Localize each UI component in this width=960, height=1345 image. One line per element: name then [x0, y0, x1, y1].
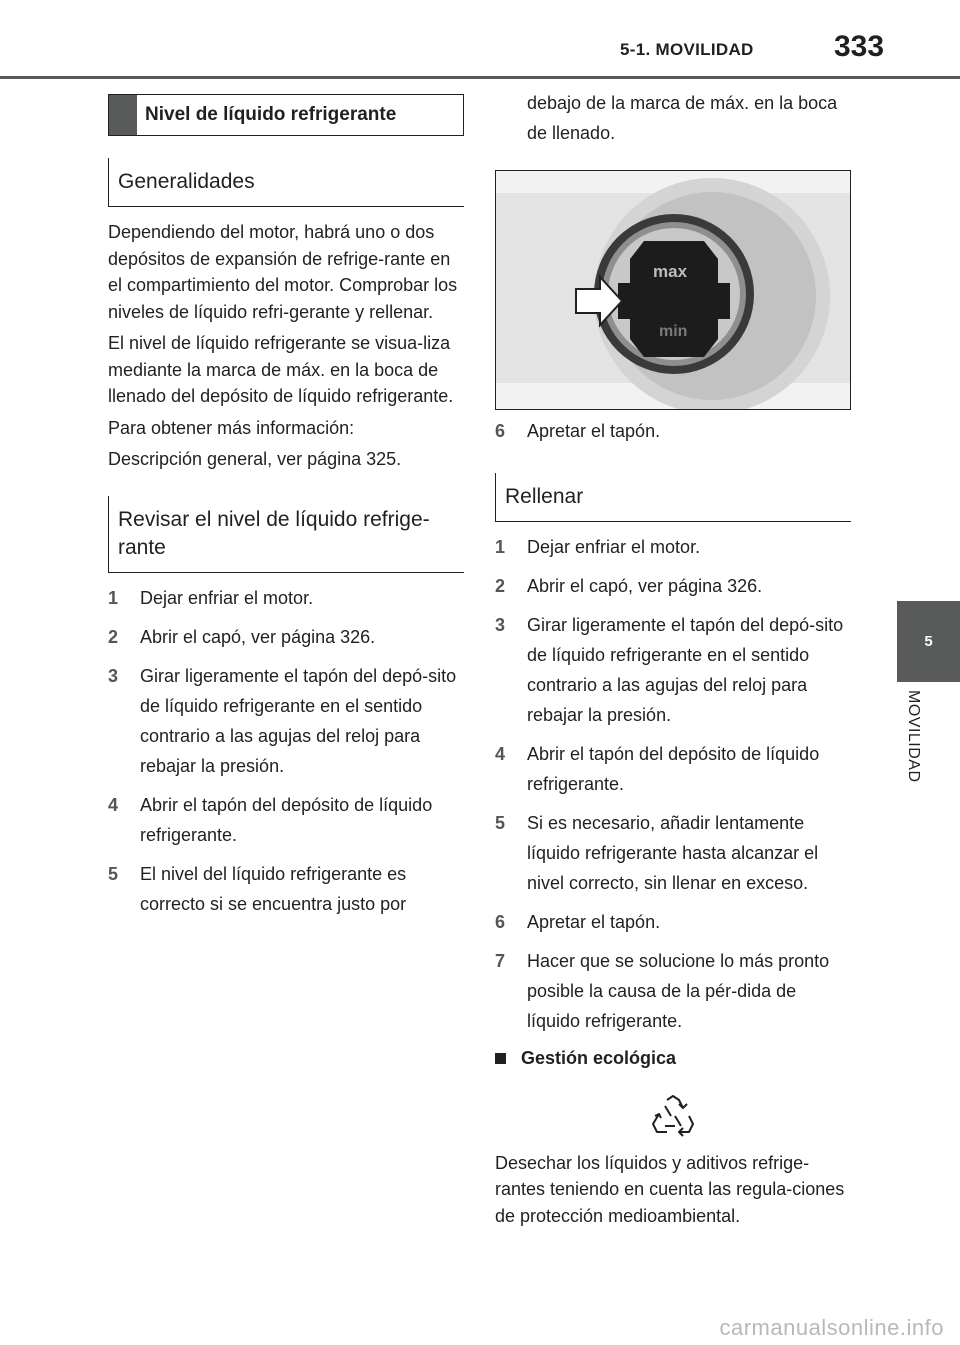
chapter-label	[880, 690, 946, 840]
step-text: Abrir el capó, ver página 326.	[140, 626, 376, 647]
step-number: 6	[495, 421, 506, 441]
step-number: 1	[108, 587, 119, 608]
step-number: 6	[495, 912, 506, 932]
left-column	[108, 94, 464, 928]
bullet-square-icon	[495, 1053, 506, 1064]
page-number: 333	[834, 30, 885, 63]
step-text: Girar ligeramente el tapón del depó-sito de líquido refrigerante en el sentido contrario a las agujas del reloj para rebajar la presión.	[140, 665, 457, 776]
eco-heading	[495, 1045, 851, 1072]
min-mark: min	[659, 323, 688, 340]
chapter-tab	[897, 601, 960, 682]
list-item	[495, 946, 851, 1036]
step-text: Abrir el tapón del depósito de líquido refrigerante.	[140, 794, 433, 845]
list-item	[495, 571, 851, 601]
step-text: Abrir el tapón del depósito de líquido refrigerante.	[527, 744, 820, 794]
step-number: 4	[108, 794, 119, 815]
step-text: Girar ligeramente el tapón del depó-sito de líquido refrigerante en el sentido contrario a las agujas del reloj para rebajar la presión.	[527, 615, 844, 725]
step-text: Hacer que se solucione lo más pronto posible la causa de la pér-dida de líquido refrigerante.	[527, 951, 830, 1031]
step-number: 3	[108, 665, 119, 686]
header-divider	[0, 76, 960, 79]
paragraph: Descripción general, ver página 325.	[108, 449, 402, 469]
step-number: 5	[108, 863, 119, 884]
list-item	[108, 859, 464, 919]
section-title: Nivel de líquido refrigerante	[145, 103, 397, 125]
list-item	[495, 739, 851, 799]
subheading-rellenar: Rellenar	[495, 473, 851, 522]
step-text: Apretar el tapón.	[527, 421, 661, 441]
step-number: 1	[495, 537, 506, 557]
paragraph: Para obtener más información:	[108, 417, 355, 438]
chapter-label-text: MOVILIDAD	[905, 690, 922, 783]
step-number: 3	[495, 615, 506, 635]
right-column	[495, 88, 851, 1234]
eco-heading-text: Gestión ecológica	[521, 1048, 677, 1068]
section-title-bar	[109, 95, 137, 135]
step-text: Dejar enfriar el motor.	[527, 537, 701, 557]
list-item	[495, 808, 851, 898]
list-item	[108, 622, 464, 652]
step-text: Apretar el tapón.	[527, 912, 661, 932]
list-item	[108, 583, 464, 613]
subheading-revisar: Revisar el nivel de líquido refrige-rante	[108, 496, 464, 573]
list-item	[495, 532, 851, 562]
list-item	[108, 661, 464, 781]
step-number: 2	[108, 626, 119, 647]
list-item	[495, 610, 851, 730]
section-title-box	[108, 94, 464, 136]
coolant-cap-photo	[495, 170, 851, 410]
step-text: Si es necesario, añadir lentamente líquido refrigerante hasta alcanzar el nivel correcto, sin llenar en exceso.	[527, 813, 819, 893]
watermark: carmanualsonline.info	[719, 1315, 944, 1340]
eco-paragraph: Desechar los líquidos y aditivos refrige-rantes teniendo en cuenta las regula-ciones de protección medioambiental.	[495, 1152, 845, 1226]
header-section-title: 5-1. MOVILIDAD	[620, 40, 754, 59]
subheading-generalidades: Generalidades	[108, 158, 464, 207]
list-item	[495, 416, 851, 446]
step-text: Abrir el capó, ver página 326.	[527, 576, 763, 596]
list-item	[495, 907, 851, 937]
max-mark: max	[653, 262, 688, 281]
step-text: El nivel del líquido refrigerante es correcto si se encuentra justo por	[140, 863, 407, 914]
recycle-icon-wrap	[495, 1078, 851, 1150]
list-item	[108, 790, 464, 850]
step-text: Dejar enfriar el motor.	[140, 587, 314, 608]
paragraph: Dependiendo del motor, habrá uno o dos depósitos de expansión de refrige-rante en el compartimiento del motor. Comprobar los niveles de líquido refri-gerante y rellenar.	[108, 222, 458, 322]
step-number: 4	[495, 744, 506, 764]
continuation-text: debajo de la marca de máx. en la boca de llenado.	[527, 93, 838, 143]
step-number: 2	[495, 576, 506, 596]
chapter-number: 5	[924, 633, 933, 650]
recycle-icon	[649, 1092, 697, 1140]
step-number: 5	[495, 813, 506, 833]
step-number: 7	[495, 951, 506, 971]
paragraph: El nivel de líquido refrigerante se visua-liza mediante la marca de máx. en la boca de llenado del depósito de líquido refrigerante.	[108, 333, 454, 406]
coolant-cap-illustration	[496, 171, 850, 409]
